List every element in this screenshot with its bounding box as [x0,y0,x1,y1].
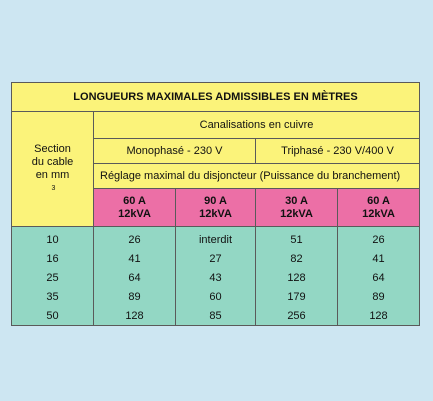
rating-col-3: 30 A 12kVA [256,189,338,227]
section-cell: 10 [12,227,94,250]
section-cell: 50 [12,306,94,326]
triphase-header: Triphasé - 230 V/400 V [256,139,420,164]
section-header: Section du cable en mm 3 [12,112,94,227]
value-cell: 64 [338,268,420,287]
rating-col-2: 90 A 12kVA [176,189,256,227]
table-row [12,249,420,268]
table-row [12,287,420,306]
value-cell: 89 [338,287,420,306]
value-cell: 27 [176,249,256,268]
value-cell: 128 [256,268,338,287]
value-cell: 89 [94,287,176,306]
value-cell: 256 [256,306,338,326]
value-cell: 41 [94,249,176,268]
value-cell: 51 [256,227,338,250]
value-cell: 26 [94,227,176,250]
value-cell: 128 [338,306,420,326]
table-row [12,306,420,326]
rating-col-1: 60 A 12kVA [94,189,176,227]
table-row [12,268,420,287]
value-cell: 179 [256,287,338,306]
value-cell: 64 [94,268,176,287]
section-cell: 35 [12,287,94,306]
canalisations-header: Canalisations en cuivre [94,112,420,139]
value-cell: interdit [176,227,256,250]
value-cell: 60 [176,287,256,306]
section-cell: 25 [12,268,94,287]
value-cell: 85 [176,306,256,326]
section-cell: 16 [12,249,94,268]
max-lengths-table [11,82,420,326]
value-cell: 128 [94,306,176,326]
value-cell: 43 [176,268,256,287]
value-cell: 41 [338,249,420,268]
reglage-header: Réglage maximal du disjoncteur (Puissance du branchement) [94,164,420,189]
table-title: LONGUEURS MAXIMALES ADMISSIBLES EN MÈTRES [12,83,420,112]
table-row [12,227,420,250]
monophase-header: Monophasé - 230 V [94,139,256,164]
value-cell: 26 [338,227,420,250]
value-cell: 82 [256,249,338,268]
rating-col-4: 60 A 12kVA [338,189,420,227]
